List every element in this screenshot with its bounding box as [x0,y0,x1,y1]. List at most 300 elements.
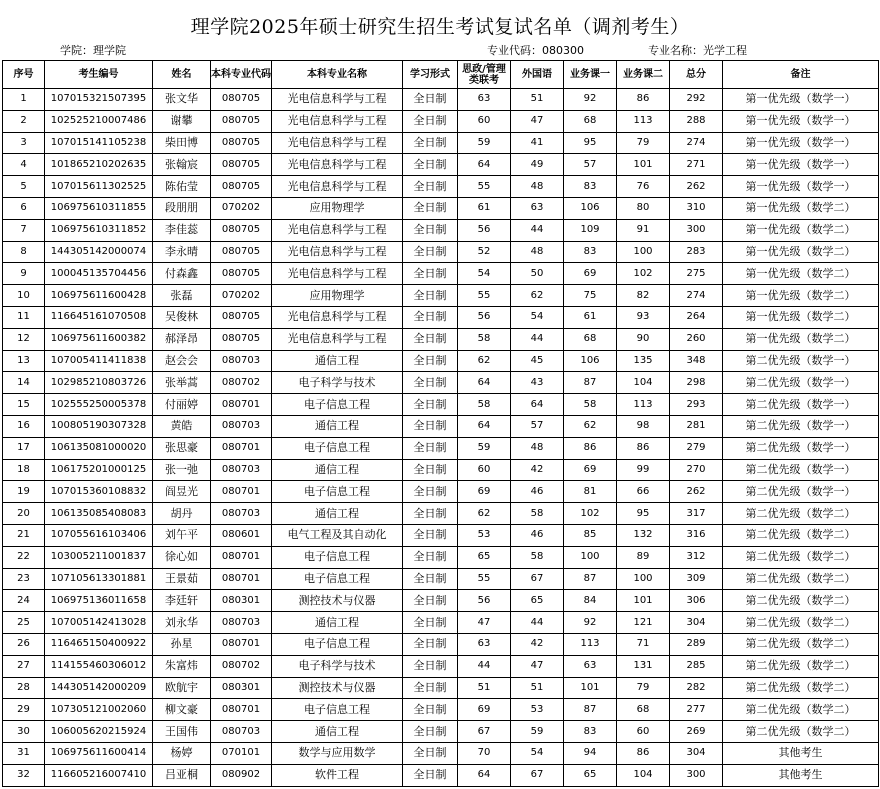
cell-foreign-language: 46 [511,481,564,503]
cell-candidate-id: 107005142413028 [45,612,153,634]
cell-subject-1: 87 [564,699,617,721]
cell-subject-1: 65 [564,764,617,786]
cell-undergrad-code: 080902 [211,764,272,786]
cell-undergrad-code: 080705 [211,176,272,198]
cell-undergrad-code: 070101 [211,742,272,764]
cell-subject-2: 76 [617,176,670,198]
cell-study-mode: 全日制 [403,633,458,655]
cell-candidate-id: 106975611600428 [45,285,153,307]
cell-candidate-id: 106975611600382 [45,328,153,350]
cell-foreign-language: 62 [511,285,564,307]
cell-remark: 第二优先级（数学二） [723,546,879,568]
cell-undergrad-major: 通信工程 [272,721,403,743]
cell-total: 316 [670,524,723,546]
cell-foreign-language: 48 [511,437,564,459]
cell-politics: 59 [458,132,511,154]
cell-seq: 25 [3,612,45,634]
header-remark: 备注 [723,61,879,89]
table-row [3,524,879,546]
cell-politics: 53 [458,524,511,546]
cell-remark: 第一优先级（数学一） [723,154,879,176]
header-politics: 思政/管理类联考 [458,61,511,89]
cell-seq: 9 [3,263,45,285]
cell-politics: 55 [458,285,511,307]
cell-undergrad-major: 电子信息工程 [272,699,403,721]
cell-total: 348 [670,350,723,372]
cell-study-mode: 全日制 [403,590,458,612]
cell-politics: 56 [458,590,511,612]
cell-undergrad-code: 070202 [211,285,272,307]
cell-seq: 18 [3,459,45,481]
cell-subject-2: 104 [617,764,670,786]
cell-undergrad-code: 080705 [211,263,272,285]
cell-subject-1: 106 [564,350,617,372]
cell-study-mode: 全日制 [403,176,458,198]
cell-subject-2: 121 [617,612,670,634]
cell-name: 欧航宇 [153,677,211,699]
cell-politics: 52 [458,241,511,263]
cell-total: 262 [670,481,723,503]
table-row [3,677,879,699]
cell-study-mode: 全日制 [403,524,458,546]
cell-undergrad-code: 080705 [211,132,272,154]
cell-subject-1: 87 [564,568,617,590]
cell-politics: 51 [458,677,511,699]
cell-candidate-id: 106975610311852 [45,219,153,241]
cell-study-mode: 全日制 [403,394,458,416]
table-row [3,612,879,634]
cell-foreign-language: 54 [511,306,564,328]
cell-undergrad-major: 电子科学与技术 [272,655,403,677]
cell-total: 277 [670,699,723,721]
cell-total: 279 [670,437,723,459]
cell-foreign-language: 48 [511,176,564,198]
cell-name: 刘永华 [153,612,211,634]
cell-seq: 28 [3,677,45,699]
cell-seq: 21 [3,524,45,546]
table-row [3,263,879,285]
cell-study-mode: 全日制 [403,219,458,241]
cell-politics: 60 [458,459,511,481]
cell-seq: 22 [3,546,45,568]
table-row [3,328,879,350]
cell-name: 张翰宸 [153,154,211,176]
cell-seq: 2 [3,110,45,132]
cell-candidate-id: 106975611600414 [45,742,153,764]
cell-politics: 63 [458,633,511,655]
cell-subject-2: 98 [617,415,670,437]
cell-name: 李永晴 [153,241,211,263]
cell-seq: 12 [3,328,45,350]
cell-foreign-language: 58 [511,503,564,525]
cell-remark: 第一优先级（数学二） [723,263,879,285]
cell-foreign-language: 44 [511,612,564,634]
cell-remark: 第一优先级（数学二） [723,197,879,219]
table-row [3,132,879,154]
cell-subject-1: 92 [564,612,617,634]
cell-politics: 55 [458,176,511,198]
cell-subject-2: 68 [617,699,670,721]
cell-candidate-id: 116465150400922 [45,633,153,655]
cell-subject-2: 95 [617,503,670,525]
cell-undergrad-code: 080705 [211,306,272,328]
cell-subject-2: 91 [617,219,670,241]
cell-undergrad-major: 光电信息科学与工程 [272,219,403,241]
header-undergrad-code: 本科专业代码 [211,61,272,89]
cell-remark: 其他考生 [723,742,879,764]
cell-name: 赵会会 [153,350,211,372]
cell-undergrad-code: 080701 [211,546,272,568]
cell-undergrad-code: 080705 [211,89,272,111]
cell-remark: 第二优先级（数学一） [723,372,879,394]
cell-remark: 第一优先级（数学一） [723,89,879,111]
cell-seq: 6 [3,197,45,219]
cell-undergrad-major: 光电信息科学与工程 [272,263,403,285]
cell-name: 刘午平 [153,524,211,546]
cell-politics: 69 [458,699,511,721]
cell-politics: 64 [458,415,511,437]
cell-candidate-id: 107055616103406 [45,524,153,546]
cell-study-mode: 全日制 [403,764,458,786]
table-row [3,633,879,655]
cell-subject-2: 79 [617,132,670,154]
cell-name: 杨婷 [153,742,211,764]
cell-study-mode: 全日制 [403,328,458,350]
cell-subject-1: 106 [564,197,617,219]
cell-study-mode: 全日制 [403,285,458,307]
cell-seq: 27 [3,655,45,677]
cell-subject-1: 87 [564,372,617,394]
cell-subject-2: 89 [617,546,670,568]
cell-foreign-language: 43 [511,372,564,394]
cell-candidate-id: 107015611302525 [45,176,153,198]
cell-undergrad-code: 080703 [211,350,272,372]
cell-name: 谢攀 [153,110,211,132]
cell-candidate-id: 106175201000125 [45,459,153,481]
cell-study-mode: 全日制 [403,350,458,372]
cell-seq: 13 [3,350,45,372]
major-code-label: 专业代码：080300 [487,44,584,57]
cell-candidate-id: 107305121002060 [45,699,153,721]
cell-seq: 10 [3,285,45,307]
cell-study-mode: 全日制 [403,437,458,459]
cell-foreign-language: 41 [511,132,564,154]
cell-remark: 第二优先级（数学二） [723,721,879,743]
cell-remark: 第二优先级（数学一） [723,394,879,416]
cell-undergrad-code: 080703 [211,459,272,481]
cell-foreign-language: 67 [511,568,564,590]
cell-undergrad-major: 电子信息工程 [272,394,403,416]
cell-undergrad-code: 070202 [211,197,272,219]
cell-name: 胡丹 [153,503,211,525]
cell-total: 269 [670,721,723,743]
cell-undergrad-major: 电子信息工程 [272,481,403,503]
cell-candidate-id: 107015141105238 [45,132,153,154]
cell-politics: 65 [458,546,511,568]
cell-undergrad-major: 光电信息科学与工程 [272,328,403,350]
cell-subject-2: 101 [617,590,670,612]
cell-undergrad-code: 080701 [211,394,272,416]
cell-subject-1: 69 [564,459,617,481]
cell-total: 293 [670,394,723,416]
cell-seq: 15 [3,394,45,416]
cell-candidate-id: 101865210202635 [45,154,153,176]
cell-subject-2: 86 [617,89,670,111]
cell-study-mode: 全日制 [403,568,458,590]
cell-subject-1: 84 [564,590,617,612]
cell-candidate-id: 106975610311855 [45,197,153,219]
cell-subject-1: 95 [564,132,617,154]
cell-name: 柳文豪 [153,699,211,721]
cell-candidate-id: 102525210007486 [45,110,153,132]
cell-candidate-id: 106005620215924 [45,721,153,743]
cell-candidate-id: 107015321507395 [45,89,153,111]
table-row [3,699,879,721]
cell-subject-1: 86 [564,437,617,459]
cell-politics: 56 [458,219,511,241]
cell-politics: 63 [458,89,511,111]
cell-seq: 26 [3,633,45,655]
school-label: 学院：理学院 [60,44,126,57]
cell-remark: 第二优先级（数学二） [723,568,879,590]
header-subject-2: 业务课二 [617,61,670,89]
cell-undergrad-major: 光电信息科学与工程 [272,241,403,263]
table-row [3,219,879,241]
cell-total: 309 [670,568,723,590]
cell-foreign-language: 46 [511,524,564,546]
cell-undergrad-code: 080301 [211,677,272,699]
cell-name: 孙星 [153,633,211,655]
cell-foreign-language: 65 [511,590,564,612]
cell-subject-1: 68 [564,110,617,132]
cell-subject-2: 131 [617,655,670,677]
table-row [3,89,879,111]
cell-seq: 14 [3,372,45,394]
cell-subject-1: 100 [564,546,617,568]
table-row [3,394,879,416]
cell-foreign-language: 49 [511,154,564,176]
cell-study-mode: 全日制 [403,721,458,743]
cell-politics: 69 [458,481,511,503]
cell-study-mode: 全日制 [403,372,458,394]
cell-foreign-language: 67 [511,764,564,786]
cell-undergrad-major: 通信工程 [272,612,403,634]
cell-study-mode: 全日制 [403,503,458,525]
cell-subject-1: 61 [564,306,617,328]
cell-name: 李廷轩 [153,590,211,612]
cell-subject-1: 94 [564,742,617,764]
cell-seq: 8 [3,241,45,263]
cell-subject-1: 101 [564,677,617,699]
cell-undergrad-code: 080701 [211,568,272,590]
page-title: 理学院2025年硕士研究生招生考试复试名单（调剂考生） [190,16,690,38]
cell-undergrad-code: 080301 [211,590,272,612]
cell-name: 付森鑫 [153,263,211,285]
cell-total: 271 [670,154,723,176]
cell-seq: 19 [3,481,45,503]
cell-total: 281 [670,415,723,437]
cell-undergrad-code: 080703 [211,721,272,743]
cell-candidate-id: 107015360108832 [45,481,153,503]
table-row [3,721,879,743]
cell-undergrad-major: 光电信息科学与工程 [272,176,403,198]
cell-subject-2: 93 [617,306,670,328]
cell-undergrad-code: 080701 [211,633,272,655]
cell-politics: 70 [458,742,511,764]
cell-remark: 其他考生 [723,764,879,786]
table-row [3,415,879,437]
cell-politics: 56 [458,306,511,328]
cell-foreign-language: 57 [511,415,564,437]
cell-total: 312 [670,546,723,568]
cell-undergrad-code: 080703 [211,415,272,437]
cell-study-mode: 全日制 [403,612,458,634]
cell-study-mode: 全日制 [403,132,458,154]
cell-foreign-language: 42 [511,459,564,481]
cell-name: 张一弛 [153,459,211,481]
cell-seq: 31 [3,742,45,764]
cell-undergrad-code: 080705 [211,219,272,241]
cell-foreign-language: 59 [511,721,564,743]
cell-total: 300 [670,219,723,241]
cell-foreign-language: 42 [511,633,564,655]
cell-undergrad-major: 应用物理学 [272,197,403,219]
cell-remark: 第二优先级（数学二） [723,699,879,721]
cell-foreign-language: 47 [511,655,564,677]
cell-candidate-id: 116645161070508 [45,306,153,328]
cell-foreign-language: 58 [511,546,564,568]
cell-name: 柴田博 [153,132,211,154]
cell-subject-2: 135 [617,350,670,372]
cell-undergrad-major: 通信工程 [272,415,403,437]
cell-undergrad-major: 测控技术与仪器 [272,590,403,612]
cell-politics: 55 [458,568,511,590]
table-row [3,503,879,525]
cell-seq: 17 [3,437,45,459]
cell-remark: 第二优先级（数学二） [723,612,879,634]
cell-undergrad-major: 光电信息科学与工程 [272,306,403,328]
cell-subject-1: 92 [564,89,617,111]
cell-total: 274 [670,132,723,154]
cell-undergrad-code: 080703 [211,503,272,525]
cell-politics: 64 [458,154,511,176]
cell-total: 283 [670,241,723,263]
cell-subject-1: 85 [564,524,617,546]
table-row [3,176,879,198]
cell-total: 304 [670,612,723,634]
table-row [3,655,879,677]
cell-total: 288 [670,110,723,132]
cell-undergrad-major: 测控技术与仪器 [272,677,403,699]
cell-undergrad-major: 数学与应用数学 [272,742,403,764]
cell-total: 282 [670,677,723,699]
cell-politics: 44 [458,655,511,677]
cell-subject-1: 63 [564,655,617,677]
cell-study-mode: 全日制 [403,197,458,219]
cell-name: 李佳蕊 [153,219,211,241]
cell-candidate-id: 106135085408083 [45,503,153,525]
cell-undergrad-code: 080701 [211,481,272,503]
cell-remark: 第一优先级（数学二） [723,285,879,307]
table-body [3,89,879,787]
cell-candidate-id: 102985210803726 [45,372,153,394]
header-candidate-id: 考生编号 [45,61,153,89]
cell-subject-2: 132 [617,524,670,546]
cell-total: 262 [670,176,723,198]
cell-politics: 58 [458,328,511,350]
cell-total: 298 [670,372,723,394]
cell-name: 付丽婷 [153,394,211,416]
table-row [3,110,879,132]
table-row [3,372,879,394]
cell-politics: 59 [458,437,511,459]
header-foreign-language: 外国语 [511,61,564,89]
cell-seq: 5 [3,176,45,198]
cell-undergrad-major: 通信工程 [272,350,403,372]
cell-name: 黄皓 [153,415,211,437]
cell-study-mode: 全日制 [403,699,458,721]
cell-politics: 47 [458,612,511,634]
table-row [3,764,879,786]
cell-undergrad-major: 电子信息工程 [272,437,403,459]
table-row [3,437,879,459]
cell-undergrad-major: 软件工程 [272,764,403,786]
table-row [3,306,879,328]
cell-subject-2: 99 [617,459,670,481]
cell-candidate-id: 100045135704456 [45,263,153,285]
cell-subject-2: 71 [617,633,670,655]
cell-remark: 第一优先级（数学二） [723,241,879,263]
cell-total: 270 [670,459,723,481]
cell-subject-2: 104 [617,372,670,394]
cell-seq: 32 [3,764,45,786]
cell-seq: 30 [3,721,45,743]
cell-undergrad-code: 080701 [211,699,272,721]
cell-foreign-language: 53 [511,699,564,721]
cell-study-mode: 全日制 [403,481,458,503]
cell-study-mode: 全日制 [403,742,458,764]
cell-candidate-id: 100805190307328 [45,415,153,437]
cell-name: 郝泽昂 [153,328,211,350]
cell-subject-2: 82 [617,285,670,307]
cell-study-mode: 全日制 [403,655,458,677]
cell-subject-1: 102 [564,503,617,525]
cell-remark: 第一优先级（数学二） [723,328,879,350]
cell-subject-1: 57 [564,154,617,176]
cell-subject-2: 86 [617,742,670,764]
cell-undergrad-code: 080702 [211,372,272,394]
header-seq: 序号 [3,61,45,89]
cell-candidate-id: 102555250005378 [45,394,153,416]
cell-subject-2: 101 [617,154,670,176]
cell-foreign-language: 64 [511,394,564,416]
cell-seq: 23 [3,568,45,590]
cell-remark: 第二优先级（数学一） [723,350,879,372]
cell-candidate-id: 116605216007410 [45,764,153,786]
cell-total: 260 [670,328,723,350]
cell-study-mode: 全日制 [403,241,458,263]
header-study-mode: 学习形式 [403,61,458,89]
cell-subject-1: 62 [564,415,617,437]
cell-name: 吴俊林 [153,306,211,328]
cell-name: 张举蒿 [153,372,211,394]
cell-remark: 第一优先级（数学一） [723,176,879,198]
cell-undergrad-code: 080703 [211,612,272,634]
cell-subject-1: 83 [564,241,617,263]
cell-total: 275 [670,263,723,285]
cell-remark: 第二优先级（数学一） [723,437,879,459]
cell-seq: 16 [3,415,45,437]
